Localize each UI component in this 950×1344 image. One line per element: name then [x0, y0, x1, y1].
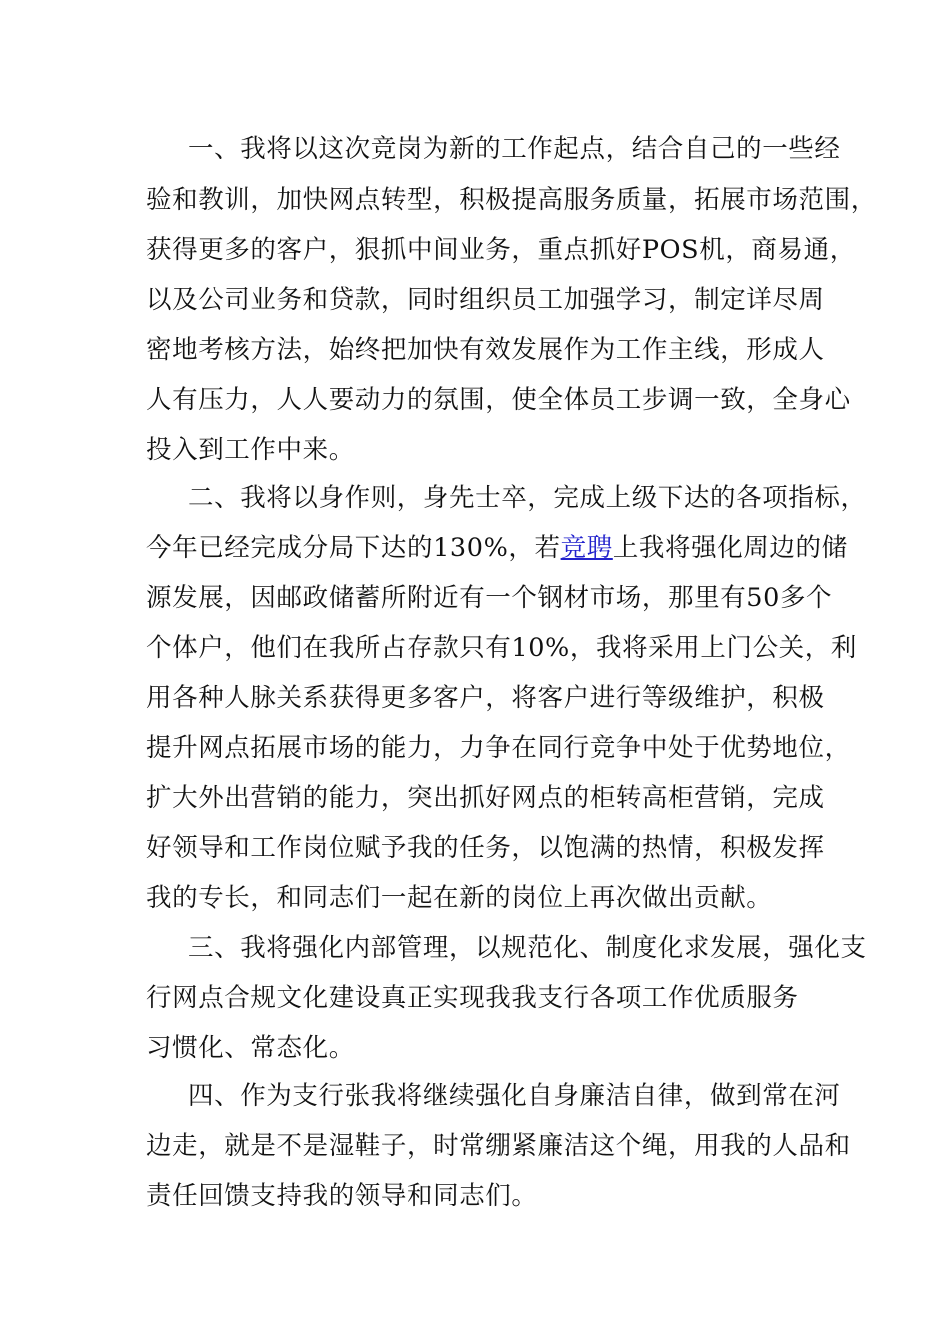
text-line: 获得更多的客户，狠抓中间业务，重点抓好POS机，商易通， [146, 235, 856, 265]
text-line: 四、作为支行张我将继续强化自身廉洁自律，做到常在河 [188, 1081, 841, 1111]
text-line: 边走，就是不是湿鞋子，时常绷紧廉洁这个绳，用我的人品和 [146, 1131, 851, 1161]
text-segment: 今年已经完成分局下达的130%，若 [146, 533, 561, 563]
text-line: 源发展，因邮政储蓄所附近有一个钢材市场，那里有50多个 [146, 583, 833, 613]
text-line: 一、我将以这次竞岗为新的工作起点，结合自己的一些经 [188, 134, 841, 164]
text-line: 我的专长，和同志们一起在新的岗位上再次做出贡献。 [146, 883, 773, 913]
text-line: 投入到工作中来。 [146, 435, 355, 465]
text-line: 责任回馈支持我的领导和同志们。 [146, 1181, 538, 1211]
text-segment: 上我将强化周边的储 [612, 533, 848, 563]
text-line: 扩大外出营销的能力，突出抓好网点的柜转高柜营销，完成 [146, 783, 825, 813]
text-line: 行网点合规文化建设真正实现我我支行各项工作优质服务 [146, 983, 799, 1013]
text-line: 二、我将以身作则，身先士卒，完成上级下达的各项指标， [188, 483, 867, 513]
text-line: 验和教训，加快网点转型，积极提高服务质量，拓展市场范围， [146, 185, 877, 215]
text-line: 用各种人脉关系获得更多客户，将客户进行等级维护，积极 [146, 683, 825, 713]
text-line: 三、我将强化内部管理，以规范化、制度化求发展，强化支 [188, 933, 867, 963]
text-line: 密地考核方法，始终把加快有效发展作为工作主线，形成人 [146, 335, 825, 365]
text-line: 习惯化、常态化。 [146, 1033, 355, 1063]
text-line: 个体户，他们在我所占存款只有10%，我将采用上门公关，利 [146, 633, 857, 663]
text-line-with-link [146, 528, 846, 568]
text-line: 人有压力，人人要动力的氛围，使全体员工步调一致，全身心 [146, 385, 851, 415]
text-line: 提升网点拓展市场的能力，力争在同行竞争中处于优势地位， [146, 733, 851, 763]
text-line: 好领导和工作岗位赋予我的任务，以饱满的热情，积极发挥 [146, 833, 825, 863]
jingpin-link[interactable]: 竞聘 [560, 533, 613, 563]
text-line: 以及公司业务和贷款，同时组织员工加强学习，制定详尽周 [146, 285, 825, 315]
